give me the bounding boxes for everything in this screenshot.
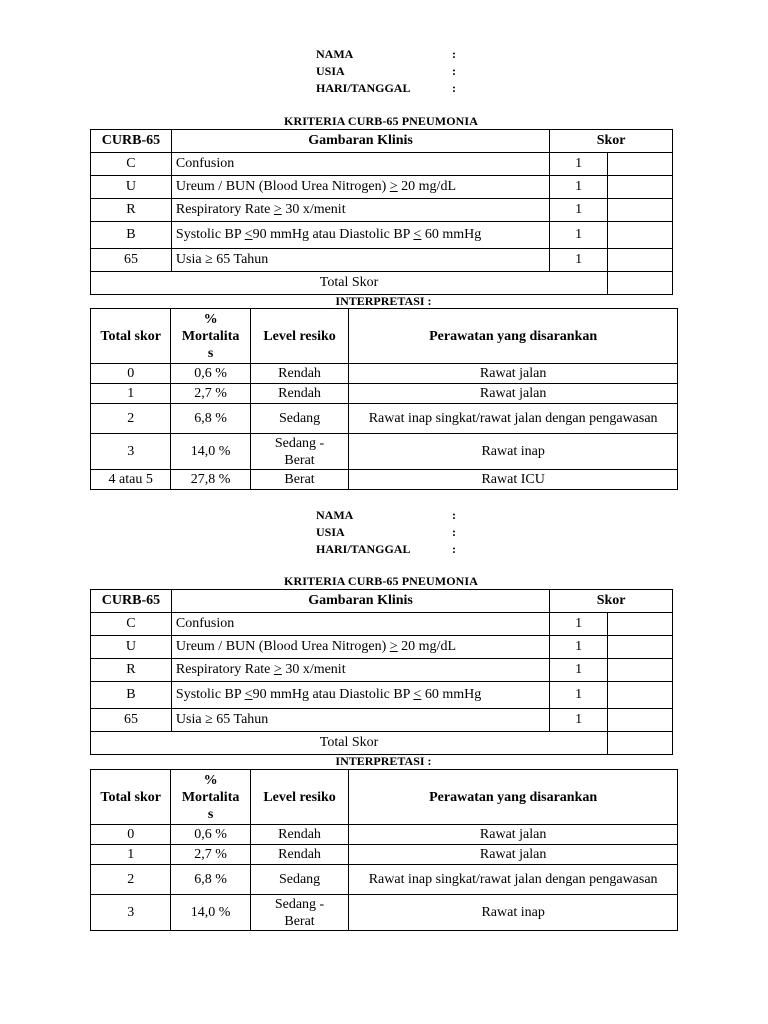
cell-score: 1 xyxy=(550,613,608,636)
total-label: Total Skor xyxy=(91,272,608,295)
table-row xyxy=(91,709,673,732)
header-mortality xyxy=(171,309,250,364)
criteria-table xyxy=(90,589,673,755)
header-code: CURB-65 xyxy=(91,590,172,613)
field-usia xyxy=(316,63,616,80)
cell-level: Sedang xyxy=(250,404,349,434)
clinical-text: 90 mmHg atau Diastolic BP xyxy=(252,227,414,242)
clinical-symbol: > xyxy=(273,202,282,217)
cell-score: 1 xyxy=(550,709,608,732)
clinical-symbol: < xyxy=(413,687,422,702)
total-row xyxy=(91,732,673,755)
clinical-text: 20 mg/dL xyxy=(397,179,457,194)
table-row xyxy=(91,865,678,895)
field-usia xyxy=(316,524,616,541)
cell-total: 0 xyxy=(91,364,171,384)
table-row xyxy=(91,364,678,384)
field-nama xyxy=(316,507,616,524)
table-row xyxy=(91,153,673,176)
interpretation-header-row xyxy=(91,770,678,825)
cell-mortality: 14,0 % xyxy=(171,895,250,931)
cell-score-input xyxy=(608,249,673,272)
criteria-table xyxy=(90,129,673,295)
total-score-input xyxy=(608,272,673,295)
cell-clinical: Usia ≥ 65 Tahun xyxy=(171,709,549,732)
criteria-header-row xyxy=(91,590,673,613)
header-mortality xyxy=(171,770,250,825)
header-mortality-line: % xyxy=(203,311,218,327)
cell-level: Rendah xyxy=(250,384,349,404)
cell-total: 3 xyxy=(91,434,171,470)
header-mortality-line: Mortalita xyxy=(181,789,240,805)
header-clinical: Gambaran Klinis xyxy=(171,130,549,153)
table-row xyxy=(91,682,673,709)
cell-code: R xyxy=(91,659,172,682)
cell-level-line: Sedang - xyxy=(274,896,325,912)
cell-score: 1 xyxy=(550,659,608,682)
cell-code: U xyxy=(91,636,172,659)
cell-level: Rendah xyxy=(250,825,349,845)
cell-score-input xyxy=(608,709,673,732)
cell-code: U xyxy=(91,176,172,199)
criteria-title: KRITERIA CURB-65 PNEUMONIA xyxy=(284,114,478,128)
cell-care: Rawat jalan xyxy=(349,384,678,404)
header-mortality-line: Mortalita xyxy=(181,328,240,344)
cell-clinical xyxy=(171,176,549,199)
field-label: HARI/TANGGAL xyxy=(316,81,411,95)
cell-mortality: 6,8 % xyxy=(171,865,250,895)
clinical-symbol: < xyxy=(244,687,253,702)
cell-care: Rawat inap xyxy=(349,434,678,470)
header-care: Perawatan yang disarankan xyxy=(349,309,678,364)
cell-mortality: 0,6 % xyxy=(171,825,250,845)
table-row xyxy=(91,384,678,404)
cell-score-input xyxy=(608,682,673,709)
cell-care: Rawat jalan xyxy=(349,845,678,865)
interpretation-table xyxy=(90,308,678,490)
table-row xyxy=(91,659,673,682)
cell-total: 1 xyxy=(91,384,171,404)
table-row xyxy=(91,470,678,490)
patient-fields xyxy=(316,46,616,97)
cell-mortality: 6,8 % xyxy=(171,404,250,434)
cell-code: R xyxy=(91,199,172,222)
field-label: NAMA xyxy=(316,47,354,61)
cell-code: B xyxy=(91,682,172,709)
cell-mortality: 14,0 % xyxy=(171,434,250,470)
cell-clinical xyxy=(171,659,549,682)
field-colon: : xyxy=(452,508,456,522)
cell-mortality: 2,7 % xyxy=(171,845,250,865)
cell-clinical: Confusion xyxy=(171,613,549,636)
field-colon: : xyxy=(452,47,456,61)
table-row xyxy=(91,636,673,659)
clinical-text: 30 x/menit xyxy=(281,202,346,217)
header-mortality-line: s xyxy=(207,806,214,822)
clinical-text: Respiratory Rate xyxy=(175,202,274,217)
clinical-symbol: < xyxy=(244,227,253,242)
field-colon: : xyxy=(452,64,456,78)
cell-total: 3 xyxy=(91,895,171,931)
cell-care: Rawat jalan xyxy=(349,825,678,845)
cell-mortality: 27,8 % xyxy=(171,470,250,490)
table-row xyxy=(91,249,673,272)
cell-score: 1 xyxy=(550,176,608,199)
clinical-text: Systolic BP xyxy=(175,227,245,242)
cell-level-line: Berat xyxy=(284,913,315,929)
cell-score: 1 xyxy=(550,153,608,176)
field-hari-tanggal xyxy=(316,541,616,558)
clinical-text: Ureum / BUN (Blood Urea Nitrogen) xyxy=(175,639,390,654)
criteria-header-row xyxy=(91,130,673,153)
table-row xyxy=(91,825,678,845)
interpretation-table xyxy=(90,769,678,931)
header-total: Total skor xyxy=(91,309,171,364)
cell-score: 1 xyxy=(550,682,608,709)
clinical-symbol: > xyxy=(389,179,398,194)
cell-code: 65 xyxy=(91,249,172,272)
table-row xyxy=(91,434,678,470)
cell-care: Rawat ICU xyxy=(349,470,678,490)
cell-score: 1 xyxy=(550,249,608,272)
clinical-text: 60 mmHg xyxy=(421,687,482,702)
cell-care: Rawat inap singkat/rawat jalan dengan pengawasan xyxy=(349,404,678,434)
field-colon: : xyxy=(452,81,456,95)
clinical-text: Respiratory Rate xyxy=(175,662,274,677)
cell-score-input xyxy=(608,659,673,682)
cell-score: 1 xyxy=(550,636,608,659)
total-label: Total Skor xyxy=(91,732,608,755)
cell-level-line: Berat xyxy=(284,452,315,468)
total-score-input xyxy=(608,732,673,755)
cell-level-line: Sedang - xyxy=(274,435,325,451)
cell-score-input xyxy=(608,636,673,659)
header-level: Level resiko xyxy=(250,309,349,364)
clinical-text: Systolic BP xyxy=(175,687,245,702)
clinical-text: 60 mmHg xyxy=(421,227,482,242)
cell-score-input xyxy=(608,176,673,199)
table-row xyxy=(91,404,678,434)
clinical-text: 30 x/menit xyxy=(281,662,346,677)
cell-score-input xyxy=(608,153,673,176)
header-score: Skor xyxy=(550,590,673,613)
cell-level: Berat xyxy=(250,470,349,490)
cell-total: 2 xyxy=(91,404,171,434)
field-colon: : xyxy=(452,542,456,556)
cell-score-input xyxy=(608,222,673,249)
header-clinical: Gambaran Klinis xyxy=(171,590,549,613)
cell-code: C xyxy=(91,153,172,176)
cell-level: Sedang xyxy=(250,865,349,895)
cell-code: C xyxy=(91,613,172,636)
field-hari-tanggal xyxy=(316,80,616,97)
field-label: USIA xyxy=(316,64,345,78)
cell-code: 65 xyxy=(91,709,172,732)
criteria-title: KRITERIA CURB-65 PNEUMONIA xyxy=(284,574,478,588)
cell-level: Rendah xyxy=(250,364,349,384)
clinical-text: 20 mg/dL xyxy=(397,639,457,654)
field-label: HARI/TANGGAL xyxy=(316,542,411,556)
table-row xyxy=(91,199,673,222)
header-code: CURB-65 xyxy=(91,130,172,153)
cell-clinical: Usia ≥ 65 Tahun xyxy=(171,249,549,272)
cell-score: 1 xyxy=(550,199,608,222)
clinical-symbol: > xyxy=(273,662,282,677)
field-colon: : xyxy=(452,525,456,539)
table-row xyxy=(91,176,673,199)
interpretation-header-row xyxy=(91,309,678,364)
header-level: Level resiko xyxy=(250,770,349,825)
cell-care: Rawat inap singkat/rawat jalan dengan pengawasan xyxy=(349,865,678,895)
cell-clinical xyxy=(171,636,549,659)
cell-mortality: 0,6 % xyxy=(171,364,250,384)
cell-clinical xyxy=(171,682,549,709)
cell-clinical xyxy=(171,222,549,249)
clinical-text: 90 mmHg atau Diastolic BP xyxy=(252,687,414,702)
table-row xyxy=(91,222,673,249)
table-row xyxy=(91,845,678,865)
cell-score-input xyxy=(608,613,673,636)
cell-total: 0 xyxy=(91,825,171,845)
table-row xyxy=(91,613,673,636)
field-label: NAMA xyxy=(316,508,354,522)
cell-code: B xyxy=(91,222,172,249)
header-total: Total skor xyxy=(91,770,171,825)
cell-level xyxy=(250,895,349,931)
cell-total: 1 xyxy=(91,845,171,865)
cell-level xyxy=(250,434,349,470)
cell-total: 2 xyxy=(91,865,171,895)
cell-clinical: Confusion xyxy=(171,153,549,176)
cell-level: Rendah xyxy=(250,845,349,865)
interpretation-title: INTERPRETASI : xyxy=(335,294,432,308)
table-row xyxy=(91,895,678,931)
cell-care: Rawat jalan xyxy=(349,364,678,384)
clinical-text: Ureum / BUN (Blood Urea Nitrogen) xyxy=(175,179,390,194)
clinical-symbol: > xyxy=(389,639,398,654)
cell-mortality: 2,7 % xyxy=(171,384,250,404)
cell-score-input xyxy=(608,199,673,222)
header-mortality-line: % xyxy=(203,772,218,788)
header-score: Skor xyxy=(550,130,673,153)
clinical-symbol: < xyxy=(413,227,422,242)
patient-fields xyxy=(316,507,616,558)
cell-care: Rawat inap xyxy=(349,895,678,931)
header-care: Perawatan yang disarankan xyxy=(349,770,678,825)
header-mortality-line: s xyxy=(207,345,214,361)
total-row xyxy=(91,272,673,295)
cell-score: 1 xyxy=(550,222,608,249)
cell-clinical xyxy=(171,199,549,222)
cell-total: 4 atau 5 xyxy=(91,470,171,490)
field-nama xyxy=(316,46,616,63)
interpretation-title: INTERPRETASI : xyxy=(335,754,432,768)
field-label: USIA xyxy=(316,525,345,539)
